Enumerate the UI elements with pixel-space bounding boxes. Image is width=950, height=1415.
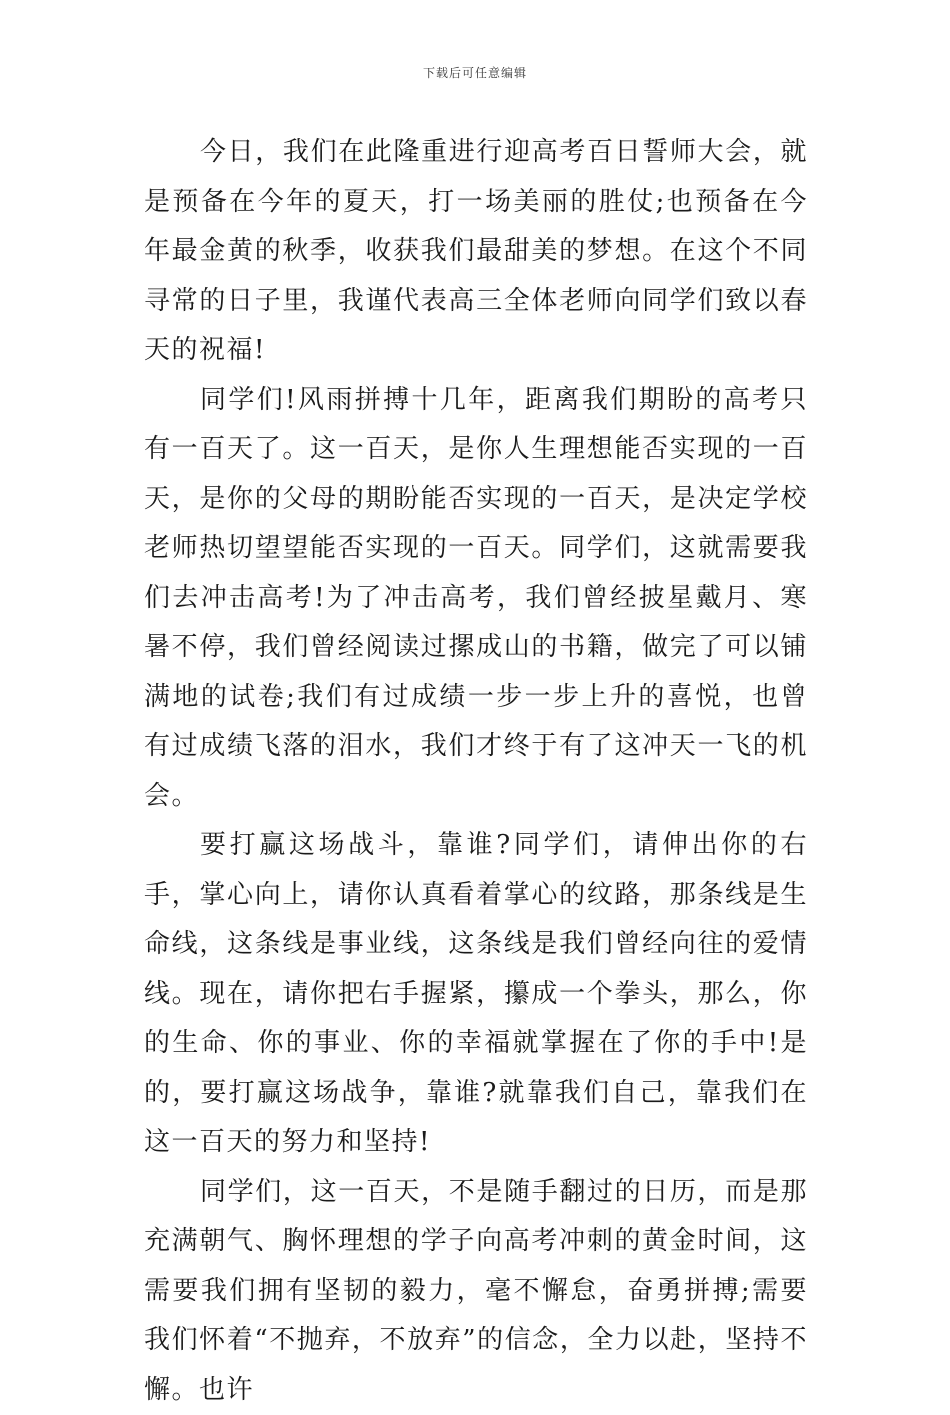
paragraph-2: 同学们!风雨拼搏十几年，距离我们期盼的高考只有一百天了。这一百天，是你人生理想能否实现的一百天，是你的父母的期盼能否实现的一百天，是决定学校老师热切望望能否实现的一百天。同学们，这就需要我们去冲击高考!为了冲击高考，我们曾经披星戴月、寒暑不停，我们曾经阅读过摞成山的书籍，做完了可以铺满地的试卷;我们有过成绩一步一步上升的喜悦，也曾有过成绩飞落的泪水，我们才终于有了这冲天一飞的机会。 [144,376,808,822]
document-body [144,128,808,1415]
page-header-note: 下载后可任意编辑 [0,64,950,81]
paragraph-4: 同学们，这一百天，不是随手翻过的日历，而是那充满朝气、胸怀理想的学子向高考冲刺的黄金时间，这需要我们拥有坚韧的毅力，毫不懈怠，奋勇拼搏;需要我们怀着“不抛弃，不放弃”的信念，全力以赴，坚持不懈。也许 [144,1168,808,1415]
paragraph-3: 要打赢这场战斗，靠谁?同学们，请伸出你的右手，掌心向上，请你认真看着掌心的纹路，那条线是生命线，这条线是事业线，这条线是我们曾经向往的爱情线。现在，请你把右手握紧，攥成一个拳头，那么，你的生命、你的事业、你的幸福就掌握在了你的手中!是的，要打赢这场战争，靠谁?就靠我们自己，靠我们在这一百天的努力和坚持! [144,821,808,1168]
paragraph-1: 今日，我们在此隆重进行迎高考百日誓师大会，就是预备在今年的夏天，打一场美丽的胜仗;也预备在今年最金黄的秋季，收获我们最甜美的梦想。在这个不同寻常的日子里，我谨代表高三全体老师向同学们致以春天的祝福! [144,128,808,376]
